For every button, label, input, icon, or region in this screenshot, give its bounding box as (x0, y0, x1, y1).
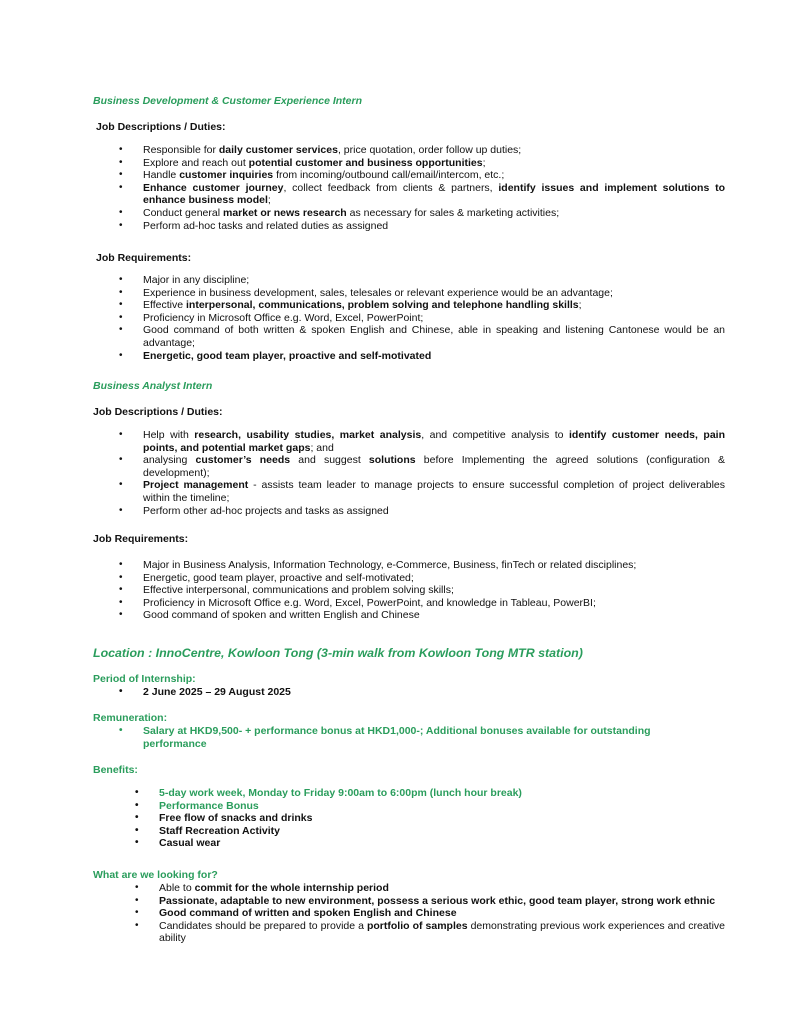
list-item-text: Passionate, adaptable to new environment, possess a serious work ethic, good team player, strong work ethnic (159, 894, 716, 907)
list-item-text: from incoming/outbound call/email/intercom, etc.; (273, 169, 505, 182)
list-item-text: commit for the whole internship period (194, 882, 389, 894)
list-item-text: Handle (143, 169, 180, 182)
list-item (119, 169, 725, 182)
list-item-text: identify issues and implement solutions to enhance business model (143, 181, 725, 207)
bullet-icon: • (135, 894, 139, 906)
list-item-text: Responsible for (143, 144, 219, 156)
looking-heading: What are we looking for? (93, 869, 218, 881)
bullet-icon: • (119, 725, 123, 736)
section-title-ba-intern: Business Analyst Intern (93, 380, 213, 392)
list-item (135, 894, 725, 908)
bullet-icon: • (119, 286, 123, 298)
list-item-text: Good command of spoken and written English and Chinese (143, 609, 420, 622)
list-item-text: analysing (143, 454, 196, 467)
bullet-icon: • (135, 799, 139, 811)
list-item-text: Able to (159, 882, 195, 894)
list-item-text: Major in Business Analysis, Information Technology, e-Commerce, Business, finTech or related disciplines; (143, 559, 637, 571)
list-item-text: Effective interpersonal, communications and problem solving skills; (143, 584, 454, 597)
list-item (119, 286, 725, 300)
list-item (119, 686, 703, 699)
list-item (119, 584, 743, 597)
section-title-bd-intern: Business Development & Customer Experience Intern (93, 95, 362, 107)
list-item (135, 919, 725, 945)
s1-duties-heading: Job Descriptions / Duties: (96, 121, 226, 133)
bullet-icon: • (135, 919, 139, 931)
list-item (119, 206, 725, 220)
list-item-text: ; (267, 194, 271, 207)
bullet-icon: • (135, 837, 139, 849)
s1-duties-list (119, 144, 725, 232)
list-item-text: and suggest (290, 454, 369, 467)
benefits-heading: Benefits: (93, 764, 138, 776)
bullet-icon: • (135, 824, 139, 836)
list-item (119, 429, 725, 454)
list-item-text: 2 June 2025 – 29 August 2025 (143, 686, 291, 698)
bullet-icon: • (119, 156, 123, 168)
list-item-text: Good command of both written & spoken English and Chinese, able in speaking and listening Cantonese would be an advantage; (143, 324, 725, 349)
list-item (135, 787, 719, 800)
bullet-icon: • (119, 349, 123, 361)
remuneration-list (119, 725, 703, 750)
list-item-text: Energetic, good team player, proactive and self-motivated (143, 349, 432, 362)
list-item (119, 219, 725, 233)
list-item-text: Perform ad-hoc tasks and related duties as assigned (143, 219, 389, 232)
benefits-list (135, 787, 719, 850)
list-item (119, 596, 743, 610)
list-item-text: research, usability studies, market analysis (194, 429, 422, 441)
bullet-icon: • (119, 584, 123, 596)
bullet-icon: • (119, 429, 123, 440)
list-item-text: customer inquiries (179, 169, 274, 182)
list-item (119, 181, 725, 207)
looking-list (135, 882, 725, 945)
list-item-text: demonstrating previous work experiences and creative ability (159, 919, 725, 945)
list-item-text: interpersonal, communications, problem solving and telephone handling skills (186, 299, 579, 312)
list-item (135, 799, 719, 813)
period-heading: Period of Internship: (93, 673, 196, 685)
list-item-text: Staff Recreation Activity (159, 824, 280, 837)
list-item (119, 349, 725, 363)
list-item-text: ; (482, 156, 486, 169)
list-item-text: potential customer and business opportunities (248, 156, 483, 169)
bullet-icon: • (119, 686, 123, 697)
s1-req-list (119, 274, 725, 362)
list-item (119, 559, 743, 572)
list-item-text: Help with (143, 429, 195, 441)
list-item (135, 824, 719, 838)
list-item-text: Proficiency in Microsoft Office e.g. Word, Excel, PowerPoint, and knowledge in Tableau, PowerBI; (143, 596, 596, 609)
list-item-text: Casual wear (159, 837, 221, 850)
location-heading: Location : InnoCentre, Kowloon Tong (3-min walk from Kowloon Tong MTR station) (93, 646, 583, 660)
list-item-text: Explore and reach out (143, 156, 249, 169)
bullet-icon: • (119, 219, 123, 231)
list-item (135, 812, 719, 825)
list-item (119, 571, 743, 585)
bullet-icon: • (135, 907, 139, 919)
s2-duties-heading: Job Descriptions / Duties: (93, 406, 223, 418)
list-item-text: Conduct general (143, 206, 223, 219)
list-item-text: Experience in business development, sales, telesales or relevant experience would be an advantage; (143, 286, 613, 299)
list-item (119, 725, 703, 750)
list-item-text: , collect feedback from clients & partners, (283, 181, 499, 194)
s2-duties-list (119, 429, 725, 517)
bullet-icon: • (119, 571, 123, 583)
list-item-text: portfolio of samples (366, 919, 468, 932)
list-item (119, 609, 743, 622)
bullet-icon: • (119, 181, 123, 193)
list-item-text: as necessary for sales & marketing activities; (346, 206, 560, 219)
bullet-icon: • (119, 479, 123, 491)
list-item-text: Free flow of snacks and drinks (159, 812, 313, 825)
list-item-text: solutions (368, 454, 416, 467)
bullet-icon: • (119, 311, 123, 323)
s2-req-list (119, 559, 743, 622)
list-item-text: Performance Bonus (159, 799, 259, 812)
list-item-text: ; and (310, 441, 334, 454)
bullet-icon: • (119, 504, 123, 516)
list-item-text: Proficiency in Microsoft Office e.g. Word, Excel, PowerPoint; (143, 311, 424, 324)
list-item-text: customer’s needs (195, 454, 291, 467)
list-item-text: - assists team leader to manage projects to ensure successful completion of project deliverables within the timeline; (143, 479, 725, 504)
bullet-icon: • (135, 812, 139, 824)
list-item-text: Salary at HKD9,500- + performance bonus at HKD1,000-; Additional bonuses available for outstanding performance (143, 725, 651, 750)
bullet-icon: • (119, 324, 123, 336)
list-item (119, 144, 725, 157)
bullet-icon: • (119, 559, 123, 570)
list-item (135, 882, 725, 895)
list-item (119, 504, 725, 518)
bullet-icon: • (135, 787, 139, 798)
bullet-icon: • (119, 144, 123, 155)
bullet-icon: • (135, 882, 139, 893)
bullet-icon: • (119, 206, 123, 218)
list-item-text: , and competitive analysis to (421, 429, 569, 441)
list-item-text: Major in any discipline; (143, 274, 250, 286)
bullet-icon: • (119, 299, 123, 311)
s2-req-heading: Job Requirements: (93, 533, 189, 545)
list-item (135, 837, 719, 850)
list-item-text: , price quotation, order follow up duties; (337, 144, 522, 156)
list-item-text: Effective (143, 299, 186, 312)
bullet-icon: • (119, 596, 123, 608)
period-list (119, 686, 703, 699)
s1-req-heading: Job Requirements: (96, 252, 192, 264)
remuneration-heading: Remuneration: (93, 712, 168, 724)
list-item-text: Good command of written and spoken English and Chinese (159, 907, 457, 920)
list-item-text: identify customer needs, pain points, and potential market gaps (143, 429, 725, 454)
list-item-text: market or news research (222, 206, 347, 219)
list-item-text: Energetic, good team player, proactive and self-motivated; (143, 571, 414, 584)
bullet-icon: • (119, 609, 123, 621)
bullet-icon: • (119, 274, 123, 285)
list-item-text: Perform other ad-hoc projects and tasks as assigned (143, 504, 389, 517)
list-item-text: daily customer services (218, 144, 338, 156)
list-item-text: before Implementing the agreed solutions (configuration & development); (143, 454, 725, 479)
list-item-text: Candidates should be prepared to provide a (159, 919, 367, 932)
list-item-text: ; (578, 299, 582, 312)
list-item-text: Project management (143, 479, 249, 492)
list-item-text: Enhance customer journey (143, 181, 284, 194)
list-item (119, 156, 725, 170)
bullet-icon: • (119, 454, 123, 466)
list-item-text: 5-day work week, Monday to Friday 9:00am to 6:00pm (lunch hour break) (159, 787, 522, 799)
list-item (119, 479, 725, 504)
list-item (135, 907, 725, 920)
list-item (119, 311, 725, 325)
bullet-icon: • (119, 169, 123, 181)
list-item (119, 324, 725, 349)
list-item (119, 274, 725, 287)
list-item (119, 299, 725, 312)
list-item (119, 454, 725, 479)
